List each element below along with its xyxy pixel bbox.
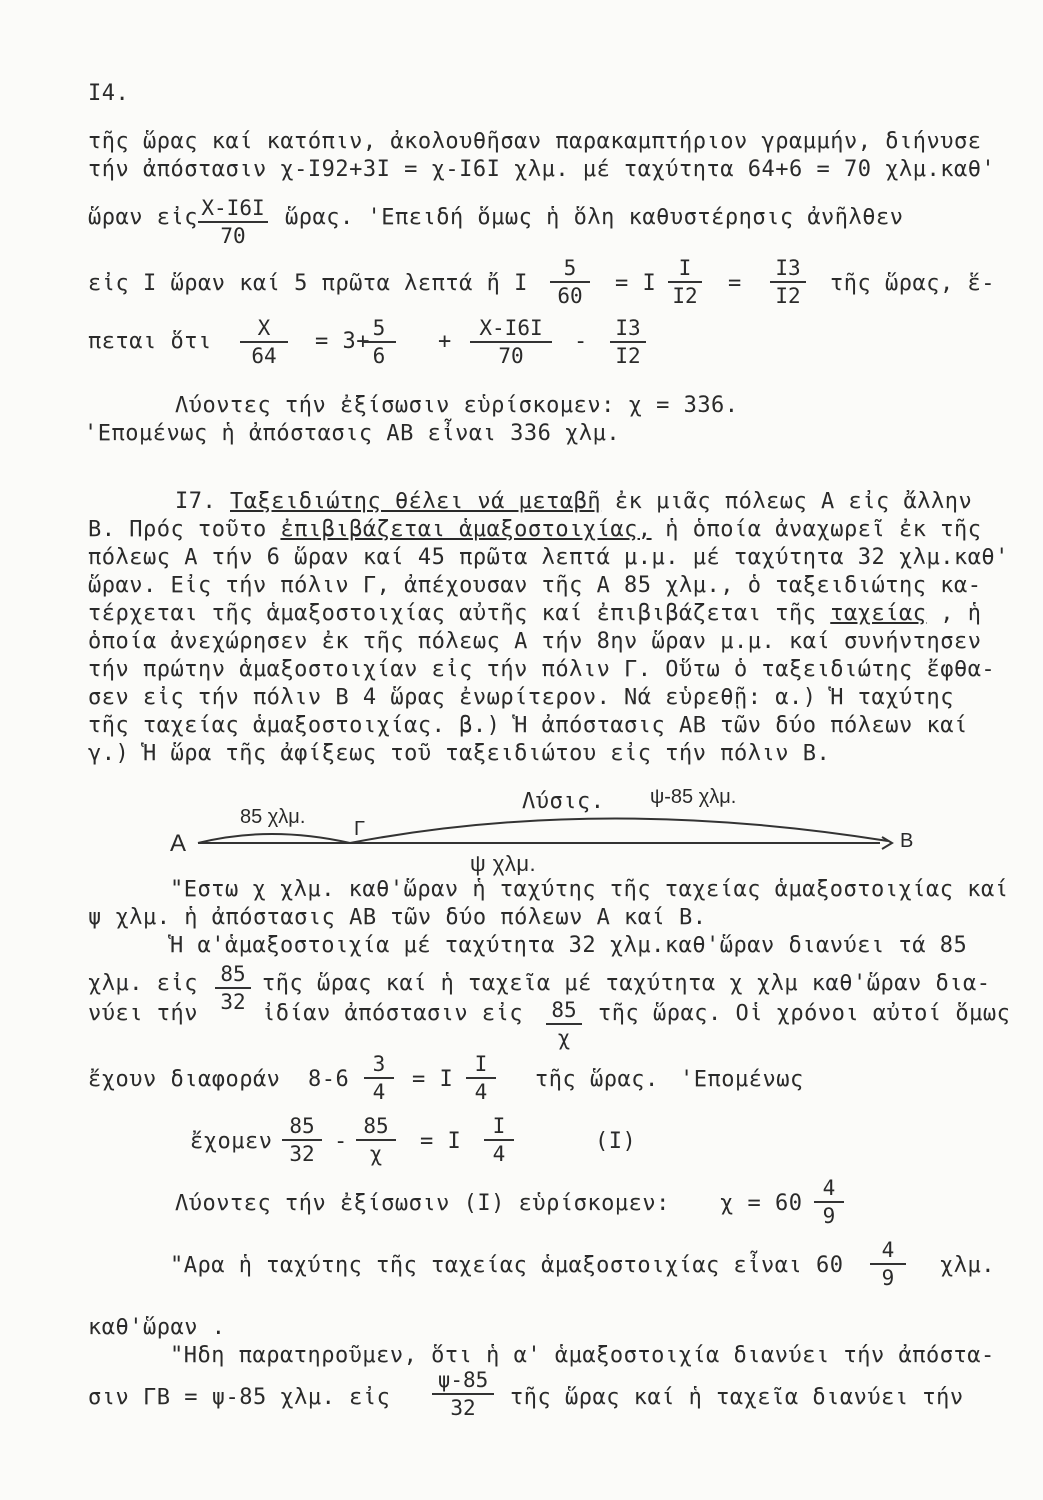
text-line: "Ηδη παρατηροῦμεν, ὅτι ἡ α' ἁμαξοστοιχία διανύει τήν ἀπόστα- [170, 1343, 995, 1368]
page-number: I4. [88, 81, 130, 106]
text-line: ψ χλμ. ἡ ἀπόστασις ΑΒ τῶν δύο πόλεων Α καί Β. [88, 905, 707, 930]
text-line: 'Επομένως [680, 1067, 804, 1092]
text-line: ὥραν. Εἰς τήν πόλιν Γ, ἀπέχουσαν τῆς Α 85 χλμ., ὁ ταξειδιώτης κα- [88, 573, 982, 598]
text-line: νύει τήν [88, 1001, 198, 1026]
text-line: Λύοντες τήν ἐξίσωσιν (I) εὑρίσκομεν: [175, 1191, 670, 1216]
text-line: τῆς ταχείας ἁμαξοστοιχίας. β.) Ἡ ἀπόστασις ΑΒ τῶν δύο πόλεων καί [88, 713, 968, 738]
fraction: 85 χ [356, 1114, 396, 1166]
text-line: τῆς ὥρας. [535, 1067, 659, 1092]
text-line: τῆς ὥρας, ἕ- [830, 271, 995, 296]
fraction: I I2 [668, 256, 702, 308]
fraction: 85 32 [282, 1114, 322, 1166]
text-line: = [728, 271, 742, 296]
text-line: Λύοντες τήν ἐξίσωσιν εὑρίσκομεν: χ = 336. [175, 393, 739, 418]
text-line: τῆς ὥρας καί ἡ ταχεῖα διανύει τήν [510, 1385, 964, 1410]
fraction: 85 32 [215, 962, 251, 1014]
fraction: 3 4 [364, 1052, 394, 1104]
text-line: = I [420, 1129, 462, 1154]
fraction: 4 9 [870, 1238, 906, 1290]
text-line: - [334, 1129, 348, 1154]
fraction: I 4 [466, 1052, 496, 1104]
text-line: χλμ. εἰς [88, 971, 198, 996]
fraction: I 4 [484, 1114, 514, 1166]
text-line: σεν εἰς τήν πόλιν Β 4 ὥρας ἐνωρίτερον. Νά εὑρεθῇ: α.) Ἡ ταχύτης [88, 685, 954, 710]
text-line: καθ'ὥραν . [88, 1315, 226, 1340]
solution-heading: Λύσις. [522, 789, 605, 814]
fraction: X 64 [240, 316, 288, 368]
text-line: τέρχεται τῆς ἁμαξοστοιχίας αὐτῆς καί ἐπιβιβάζεται τῆς ταχείας , ἡ [88, 601, 982, 626]
text-line: "Εστω χ χλμ. καθ'ὥραν ἡ ταχύτης τῆς ταχείας ἁμαξοστοιχίας καί [170, 877, 1009, 902]
segment-ab-label: ψ χλμ. [470, 851, 537, 876]
text-line: τῆς ὥρας. Οἱ χρόνοι αὐτοί ὅμως [598, 1001, 1011, 1026]
text-line: τήν πρώτην ἁμαξοστοιχίαν εἰς τήν πόλιν Γ. Οὕτω ὁ ταξειδιώτης ἔφθα- [88, 657, 996, 682]
text-line: = I [615, 271, 657, 296]
text-line: γ.) Ἡ ὥρα τῆς ἀφίξεως τοῦ ταξειδιώτου εἰς τήν πόλιν Β. [88, 741, 831, 766]
text-line: = I [412, 1067, 454, 1092]
text-line: ἔχουν διαφοράν [88, 1067, 281, 1092]
point-b-label: Β [900, 830, 914, 852]
text-line: ἔχομεν [190, 1129, 273, 1154]
point-g-label: Γ [354, 818, 366, 840]
text-line: πεται ὅτι [88, 329, 212, 354]
text-line: 8-6 [308, 1067, 350, 1092]
text-line: σιν ΓΒ = ψ-85 χλμ. εἰς [88, 1385, 391, 1410]
distance-diagram [170, 785, 930, 855]
fraction: 4 9 [814, 1176, 844, 1228]
text-line: ὥραν εἰς [88, 205, 198, 230]
text-line: = 3+ [315, 329, 370, 354]
text-line: πόλεως Α τήν 6 ὥραν καί 45 πρῶτα λεπτά μ.μ. μέ ταχύτητα 32 χλμ.καθ' [88, 545, 1009, 570]
text-line: I7. Ταξειδιώτης θέλει νά μεταβῆ ἐκ μιᾶς πόλεως Α εἰς ἄλλην [175, 489, 973, 514]
text-line: 'Επομένως ἡ ἀπόστασις ΑΒ εἶναι 336 χλμ. [84, 421, 621, 446]
text-line: χ = 60 [720, 1191, 803, 1216]
text-line: ὁποία ἀνεχώρησεν ἐκ τῆς πόλεως Α τήν 8ην ὥραν μ.μ. καί συνήντησεν [88, 629, 982, 654]
text-line: εἰς I ὥραν καί 5 πρῶτα λεπτά ἤ I [88, 271, 528, 296]
text-line: + [438, 329, 452, 354]
segment-gb-label: ψ-85 χλμ. [650, 786, 737, 808]
text-line: ὥρας. 'Επειδή ὅμως ἡ ὅλη καθυστέρησις ἀνῆλθεν [285, 205, 904, 230]
text-line: Β. Πρός τοῦτο ἐπιβιβάζεται ἁμαξοστοιχίας, ἡ ὁποία ἀναχωρεῖ ἐκ τῆς [88, 517, 982, 542]
text-line: ἰδίαν ἀπόστασιν εἰς [262, 1001, 524, 1026]
fraction: X-I6I 70 [198, 196, 268, 248]
fraction: 85 χ [546, 998, 582, 1050]
text-line: "Αρα ἡ ταχύτης τῆς ταχείας ἁμαξοστοιχίας εἶναι 60 [170, 1253, 844, 1278]
text-line: τήν ἀπόστασιν χ-I92+3I = χ-I6I χλμ. μέ ταχύτητα 64+6 = 70 χλμ.καθ' [88, 157, 996, 182]
fraction: I3 I2 [610, 316, 646, 368]
fraction: 5 60 [550, 256, 590, 308]
fraction: ψ-85 32 [432, 1368, 494, 1420]
text-line: (I) [595, 1129, 637, 1154]
text-line: - [574, 329, 588, 354]
fraction: 5 6 [362, 316, 396, 368]
segment-ag-label: 85 χλμ. [240, 806, 306, 828]
fraction: X-I6I 70 [470, 316, 552, 368]
point-a-label: Α [170, 830, 187, 855]
text-line: χλμ. [940, 1253, 995, 1278]
fraction: I3 I2 [770, 256, 806, 308]
text-line: τῆς ὥρας καί ἡ ταχεῖα μέ ταχύτητα χ χλμ καθ'ὥραν δια- [262, 971, 991, 996]
text-line: Ἡ α'ἁμαξοστοιχία μέ ταχύτητα 32 χλμ.καθ'ὥραν διανύει τά 85 [170, 933, 968, 958]
text-line: τῆς ὥρας καί κατόπιν, ἀκολουθῆσαν παρακαμπτήριον γραμμήν, διήνυσε [88, 129, 982, 154]
